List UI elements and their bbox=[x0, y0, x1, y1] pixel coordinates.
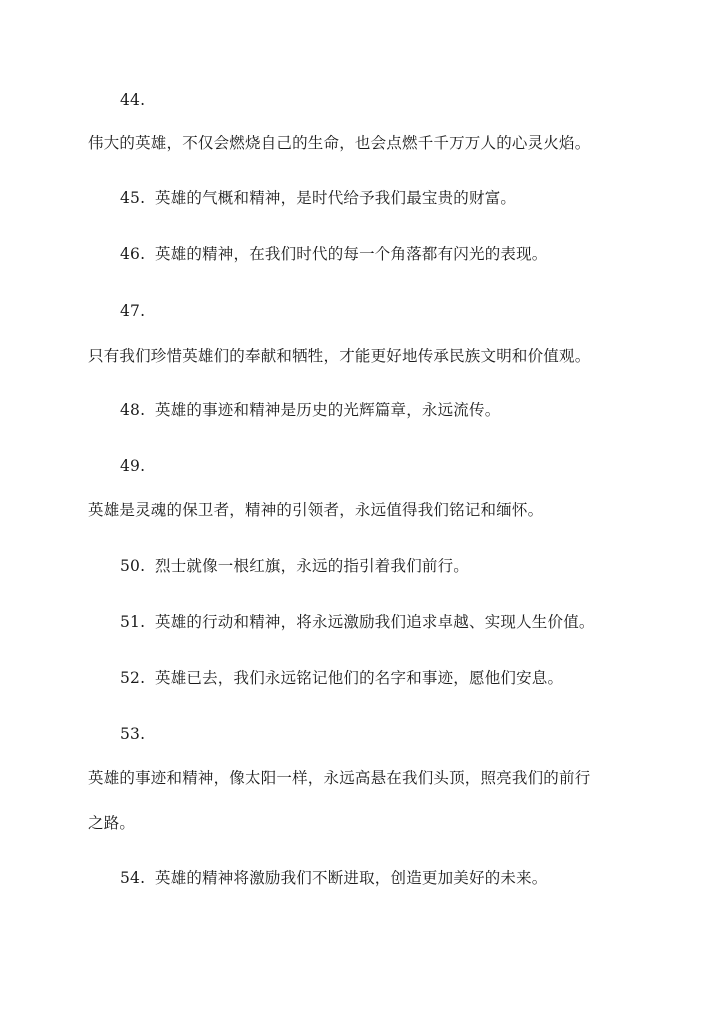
list-item bbox=[120, 668, 563, 688]
item-text: 英雄的气概和精神，是时代给予我们最宝贵的财富。 bbox=[155, 189, 517, 207]
item-number: 52. bbox=[120, 669, 146, 687]
item-number: 53. bbox=[120, 725, 146, 743]
item-number: 44. bbox=[120, 91, 146, 109]
item-number: 47. bbox=[120, 302, 146, 320]
list-item bbox=[120, 244, 548, 264]
item-text: 烈士就像一根红旗，永远的指引着我们前行。 bbox=[155, 557, 470, 575]
list-item bbox=[120, 556, 469, 576]
list-item bbox=[120, 868, 548, 888]
item-text: 英雄已去，我们永远铭记他们的名字和事迹，愿他们安息。 bbox=[155, 669, 564, 687]
item-text: 英雄的行动和精神，将永远激励我们追求卓越、实现人生价值。 bbox=[155, 613, 595, 631]
list-item bbox=[120, 400, 500, 420]
list-item bbox=[120, 188, 516, 208]
item-text-continuation: 之路。 bbox=[88, 814, 136, 832]
item-number: 54. bbox=[120, 869, 146, 887]
item-text: 英雄的精神，在我们时代的每一个角落都有闪光的表现。 bbox=[155, 245, 548, 263]
item-text: 英雄是灵魂的保卫者，精神的引领者，永远值得我们铭记和缅怀。 bbox=[88, 501, 544, 519]
item-number: 49. bbox=[120, 457, 146, 475]
item-text: 只有我们珍惜英雄们的奉献和牺牲，才能更好地传承民族文明和价值观。 bbox=[88, 347, 591, 365]
item-text: 英雄的精神将激励我们不断进取，创造更加美好的未来。 bbox=[155, 869, 548, 887]
item-text: 英雄的事迹和精神，像太阳一样，永远高悬在我们头顶，照亮我们的前行 bbox=[88, 769, 591, 787]
item-number: 46. bbox=[120, 245, 146, 263]
item-text: 英雄的事迹和精神是历史的光辉篇章，永远流传。 bbox=[155, 401, 501, 419]
item-number: 50. bbox=[120, 557, 146, 575]
item-number: 51. bbox=[120, 613, 146, 631]
list-item bbox=[120, 612, 595, 632]
item-number: 45. bbox=[120, 189, 146, 207]
item-text: 伟大的英雄，不仅会燃烧自己的生命，也会点燃千千万万人的心灵火焰。 bbox=[88, 134, 591, 152]
item-number: 48. bbox=[120, 401, 146, 419]
